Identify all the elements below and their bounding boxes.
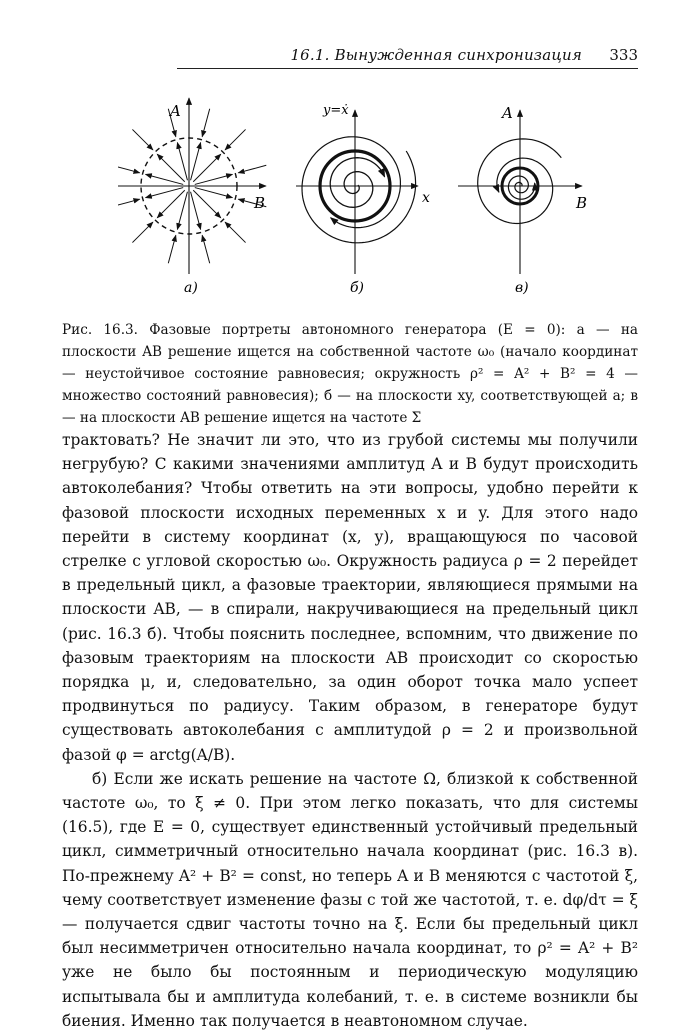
panel-b-portrait <box>296 103 430 296</box>
paragraph-2: б) Если же искать решение на частоте Ω, близкой к собственной частоте ω₀, то ξ ≠ 0. При этом легко показать, что для системы (16.5), где E = 0, существует единственный устойчивый предельный цикл, симметричный относительно начала координат (рис. 16.3 в). По-прежнему A² + B² = const, но теперь A и B меняются с частотой ξ, чему соответствует изменение фазы с той же частотой, т. е. dφ/dτ = ξ — получается сдвиг частоты точно на ξ. Если бы предельный цикл был несимметричен относительно начала координат, то ρ² = A² + B² уже не было бы постоянным и периодическую модуляцию испытывала бы и амплитуда колебаний, т. е. в системе возникли бы биения. Именно так получается в неавтономном случае. <box>62 769 638 1030</box>
panel-a-axis-h-label: B <box>254 194 266 212</box>
panel-b-axis-h-label: x <box>422 190 430 206</box>
panel-a-portrait <box>118 98 266 296</box>
page-number: 333 <box>609 46 638 64</box>
panel-a-outer-ray <box>168 235 176 263</box>
panel-a-inner-ray <box>195 174 233 184</box>
panel-a-inner-ray <box>177 192 187 230</box>
panel-a-outer-ray <box>202 109 210 137</box>
panel-a-inner-ray <box>177 143 187 181</box>
panel-a-outer-ray <box>202 235 210 263</box>
panel-a-label: а) <box>184 280 198 296</box>
panel-a-inner-ray <box>191 143 201 181</box>
panel-c-inner-spiral <box>508 176 534 199</box>
panel-c-portrait <box>458 104 587 296</box>
panel-a-inner-ray <box>193 154 221 182</box>
body-text <box>62 428 638 1033</box>
panel-b-axis-v-label: y=ẋ <box>323 103 349 118</box>
section-title: 16.1. Вынужденная синхронизация <box>290 46 582 64</box>
panel-a-outer-ray <box>225 222 246 243</box>
panel-a-outer-ray <box>118 199 140 207</box>
panel-c-axis-h-label: B <box>576 194 588 212</box>
panel-a-inner-ray <box>191 192 201 230</box>
panel-c-label: в) <box>515 280 529 296</box>
panel-a-outer-ray <box>118 165 140 173</box>
figure-caption: Рис. 16.3. Фазовые портреты автономного генератора (E = 0): а — на плоскости AB решение ищется на собственной частоте ω₀ (начало координат — неустойчивое состояние равновесия; окружность ρ² = A² + B² = 4 — множество состояний равновесия); б — на плоскости xy, соответствующей а; в — на плоскости AB решение ищется на частоте Σ <box>62 322 638 426</box>
figure-16-3 <box>118 88 638 303</box>
panel-a-inner-ray <box>193 190 221 218</box>
panel-b-label: б) <box>350 280 365 296</box>
panel-a-outer-ray <box>225 129 246 150</box>
panel-a-inner-ray <box>157 154 185 182</box>
running-header <box>177 46 638 68</box>
panel-a-inner-ray <box>195 188 233 198</box>
panel-a-outer-ray <box>238 165 266 173</box>
panel-a-outer-ray <box>132 222 153 243</box>
panel-a-axis-v-label: A <box>170 102 181 120</box>
panel-a-inner-ray <box>157 190 185 218</box>
paragraph-1: трактовать? Не значит ли это, что из грубой системы мы получили негрубую? С какими значениями амплитуд A и B будут происходить автоколебания? Чтобы ответить на эти вопросы, удобно перейти к фазовой плоскости исходных переменных x и y. Для этого надо перейти в систему координат (x, y), вращающуюся по часовой стрелке с угловой скоростью ω₀. Окружность радиуса ρ = 2 перейдет в предельный цикл, а фазовые траектории, являющиеся прямыми на плоскости AB, — в спирали, накручивающиеся на предельный цикл (рис. 16.3 б). Чтобы пояснить последнее, вспомним, что движение по фазовым траекториям на плоскости AB происходит со скоростью порядка μ, и, следовательно, за один оборот точка мало успеет продвинуться по радиусу. Таким образом, в генераторе будут существовать автоколебания с амплитудой ρ = 2 и произвольной фазой φ = arctg(A/B). <box>62 431 638 764</box>
panel-a-inner-ray <box>146 174 184 184</box>
panel-a-inner-ray <box>146 188 184 198</box>
panel-b-inner-spiral <box>330 158 384 208</box>
panel-a-outer-ray <box>132 129 153 150</box>
panel-c-axis-v-label: A <box>502 104 513 122</box>
header-rule <box>177 68 638 69</box>
